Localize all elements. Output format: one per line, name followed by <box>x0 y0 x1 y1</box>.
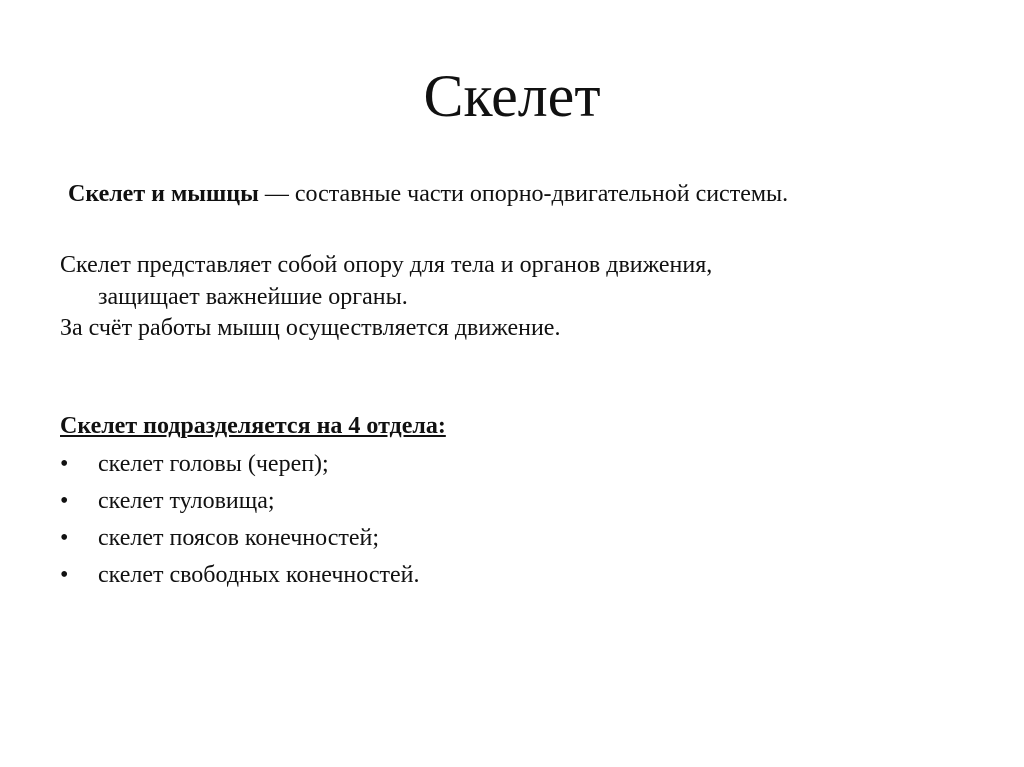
list-item-text: скелет свободных конечностей. <box>98 562 420 588</box>
intro-paragraph <box>68 178 968 210</box>
list-item <box>60 520 420 557</box>
list-item-text: скелет туловища; <box>98 488 275 514</box>
list-item <box>60 557 420 594</box>
list-item-text: скелет головы (череп); <box>98 451 329 477</box>
support-paragraph-line2: защищает важнейшие органы. <box>98 284 408 310</box>
movement-paragraph: За счёт работы мышц осуществляется движение. <box>60 315 561 341</box>
support-paragraph-line1: Скелет представляет собой опору для тела и органов движения, <box>60 252 713 278</box>
list-heading: Скелет подразделяется на 4 отдела: <box>60 413 446 439</box>
bullet-icon: • <box>60 562 69 588</box>
list-item-text: скелет поясов конечностей; <box>98 525 380 551</box>
slide-title: Скелет <box>423 63 601 129</box>
list-item <box>60 483 420 520</box>
bullet-icon: • <box>60 451 69 477</box>
intro-rest-text: — составные части опорно-двигательной системы. <box>258 181 789 207</box>
list-item <box>60 446 420 483</box>
bullet-icon: • <box>60 488 69 514</box>
intro-bold-term: Скелет и мышцы <box>68 181 259 207</box>
support-paragraph <box>60 249 940 313</box>
skeleton-sections-list <box>60 446 420 594</box>
bullet-icon: • <box>60 525 69 551</box>
